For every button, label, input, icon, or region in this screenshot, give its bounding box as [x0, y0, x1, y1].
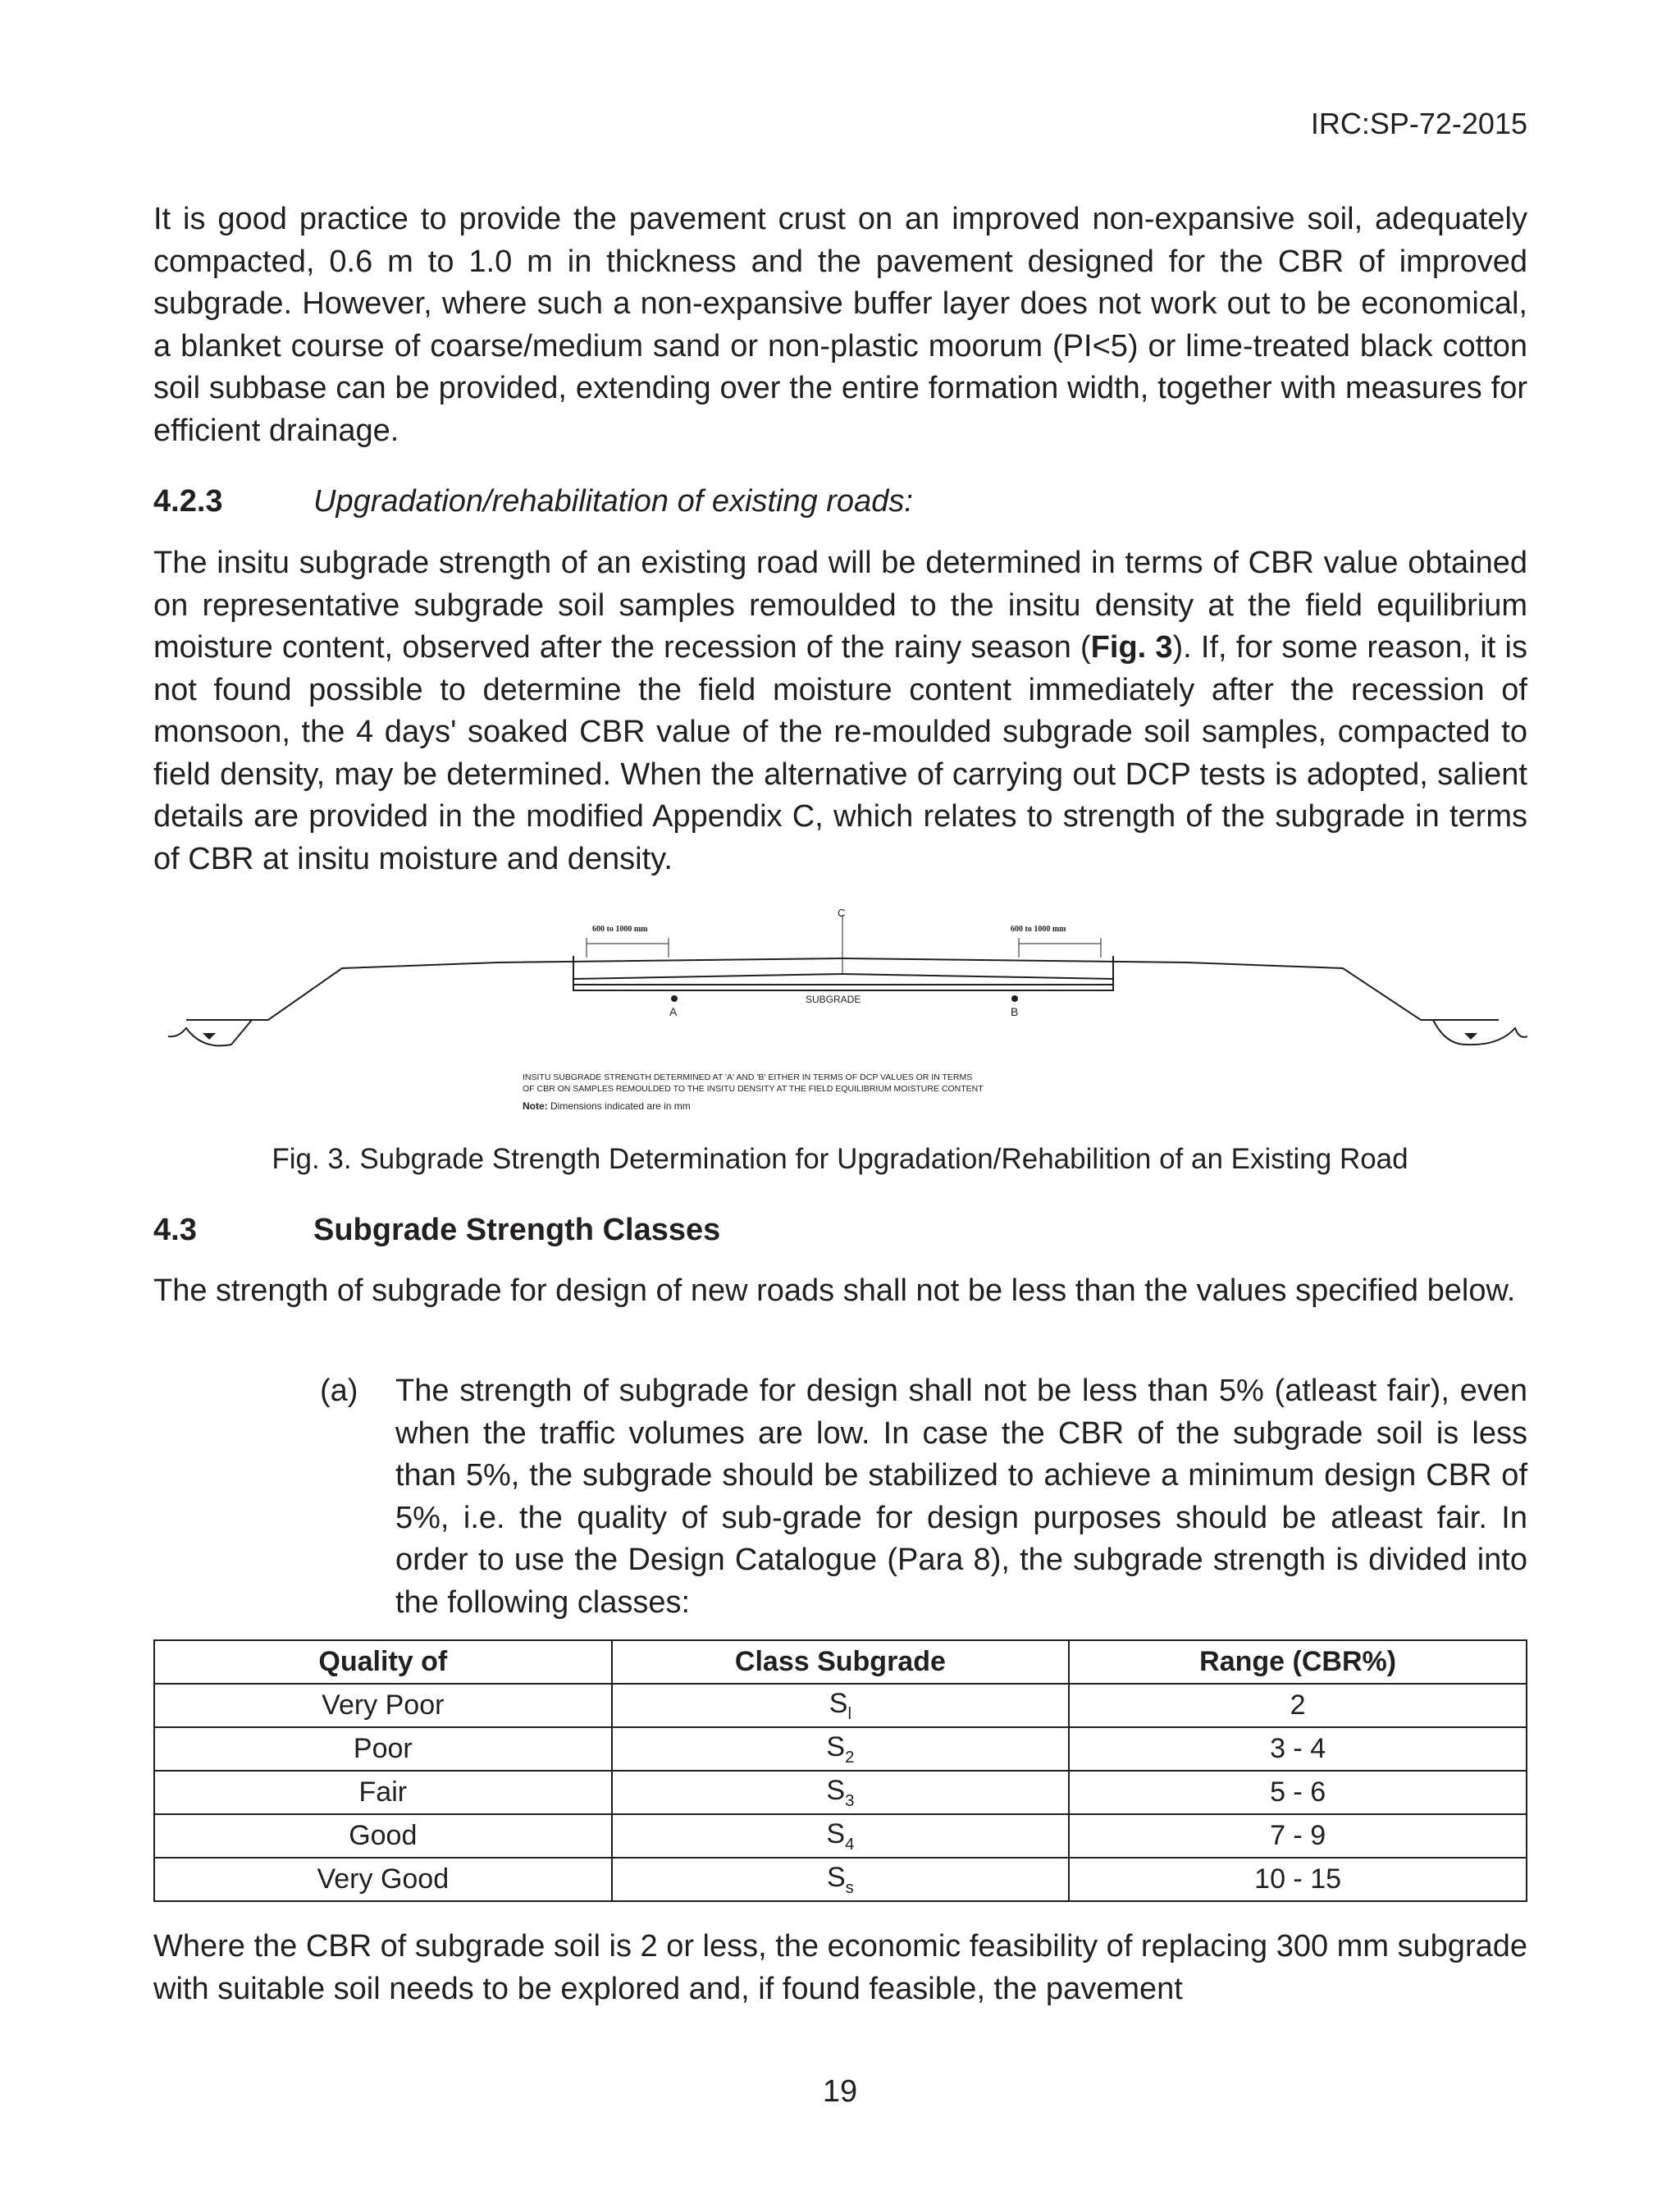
quality-cell: Poor	[154, 1727, 612, 1771]
section-title: Upgradation/rehabilitation of existing roads:	[313, 484, 913, 519]
dimension-label-left: 600 to 1000 mm	[592, 925, 648, 934]
paragraph-text-part: The insitu subgrade strength of an existing road will be determined in terms of CBR value obtained on representative subgrade soil samples remoulded to the insitu density at the field equilibrium moisture content, observed after the recession of the rainy season (	[153, 546, 1527, 665]
section-title: Subgrade Strength Classes	[313, 1213, 721, 1247]
section-number: 4.2.3	[153, 484, 223, 519]
figure-note	[523, 1100, 691, 1112]
range-cell: 5 - 6	[1069, 1771, 1527, 1814]
quality-cell: Very Poor	[154, 1684, 612, 1727]
quality-cell: Fair	[154, 1771, 612, 1814]
class-cell	[612, 1771, 1070, 1814]
list-item-label: (a)	[320, 1374, 358, 1408]
class-symbol: S	[826, 1774, 846, 1806]
label-b: B	[1011, 1005, 1019, 1018]
page-number: 19	[822, 2074, 858, 2109]
class-symbol: S	[826, 1817, 846, 1849]
test-point-b	[1011, 995, 1018, 1002]
range-cell: 7 - 9	[1069, 1814, 1527, 1858]
figure-note-line-2: OF CBR ON SAMPLES REMOULDED TO THE INSITU DENSITY AT THE FIELD EQUILIBRIUM MOISTURE CONTENT	[523, 1084, 984, 1094]
figure-note-line-1: INSITU SUBGRADE STRENGTH DETERMINED AT 'A' AND 'B' EITHER IN TERMS OF DCP VALUES OR IN TERMS	[523, 1072, 973, 1082]
range-cell: 10 - 15	[1069, 1858, 1527, 1901]
class-cell	[612, 1814, 1070, 1858]
quality-cell: Good	[154, 1814, 612, 1858]
figure-reference: Fig. 3	[1090, 630, 1173, 665]
note-text: Dimensions indicated are in mm	[547, 1100, 691, 1112]
left-drain	[168, 1020, 252, 1045]
label-a: A	[669, 1005, 678, 1018]
table-header-row	[154, 1640, 1527, 1684]
class-symbol: S	[829, 1687, 848, 1719]
quality-cell: Very Good	[154, 1858, 612, 1901]
document-code: IRC:SP-72-2015	[1310, 107, 1527, 140]
class-symbol: S	[826, 1731, 846, 1763]
paragraph-replacement: Where the CBR of subgrade soil is 2 or less, the economic feasibility of replacing 300 mm subgrade with suitable soil needs to be explored and, if found feasible, the pavement	[153, 1929, 1527, 2006]
paragraph-text-part: ). If, for some reason, it is not found possible to determine the field moisture content immediately after the recession of monsoon, the 4 days' soaked CBR value of the re-moulded subgrade soil samples, compacted to field density, may be determined. When the alternative of carrying out DCP tests is adopted, salient details are provided in the modified Appendix C, which relates to strength of the subgrade in terms of CBR at insitu moisture and density.	[153, 630, 1527, 876]
table-row	[154, 1814, 1527, 1858]
table-row	[154, 1684, 1527, 1727]
class-cell	[612, 1858, 1070, 1901]
table-row	[154, 1858, 1527, 1901]
class-subscript: 2	[845, 1748, 855, 1767]
right-drain	[1433, 1020, 1527, 1045]
embankment-left-slope	[186, 958, 842, 1020]
water-level-right-icon	[1464, 1033, 1477, 1040]
list-item-a	[320, 1370, 1527, 1624]
dimension-label-right: 600 to 1000 mm	[1011, 925, 1066, 934]
subgrade-classes-table	[153, 1639, 1527, 1902]
subgrade-label: SUBGRADE	[806, 994, 861, 1005]
table-row	[154, 1771, 1527, 1814]
table-row	[154, 1727, 1527, 1771]
class-cell	[612, 1727, 1070, 1771]
paragraph-insitu-strength	[153, 542, 1527, 880]
range-cell: 3 - 4	[1069, 1727, 1527, 1771]
class-subscript: 3	[845, 1791, 855, 1810]
embankment-right-slope	[842, 958, 1499, 1020]
class-symbol: S	[826, 1861, 846, 1893]
paragraph-buffer-layer: It is good practice to provide the pavement crust on an improved non-expansive soil, adequately compacted, 0.6 m to 1.0 m in thickness and the pavement designed for the CBR of improved subgrade. However, where such a non-expansive buffer layer does not work out to be economical, a blanket course of coarse/medium sand or non-plastic moorum (PI<5) or lime-treated black cotton soil subbase can be provided, extending over the entire formation width, together with measures for efficient drainage.	[153, 202, 1527, 448]
class-subscript: s	[845, 1878, 854, 1897]
column-header: Class Subgrade	[612, 1640, 1070, 1684]
list-item-text: The strength of subgrade for design shall not be less than 5% (atleast fair), even when the traffic volumes are low. In case the CBR of the subgrade soil is less than 5%, the subgrade should be stabilized to achieve a minimum design CBR of 5%, i.e. the quality of sub-grade for design purposes should be atleast fair. In order to use the Design Catalogue (Para 8), the subgrade strength is divided into the following classes:	[395, 1374, 1527, 1620]
column-header: Quality of	[154, 1640, 612, 1684]
range-cell: 2	[1069, 1684, 1527, 1727]
figure-caption: Fig. 3. Subgrade Strength Determination for Upgradation/Rehabilition of an Existing Road	[272, 1143, 1408, 1175]
paragraph-strength-requirement: The strength of subgrade for design of new roads shall not be less than the values specified below.	[153, 1273, 1516, 1308]
water-level-left-icon	[203, 1033, 216, 1040]
subgrade-cross-section-figure	[153, 907, 1527, 1136]
class-subscript: l	[847, 1704, 852, 1723]
label-c: C	[838, 907, 846, 919]
section-heading-4-2-3	[153, 484, 913, 519]
section-number: 4.3	[153, 1213, 197, 1247]
class-cell	[612, 1684, 1070, 1727]
test-point-a	[671, 995, 678, 1002]
note-label: Note:	[523, 1100, 548, 1112]
column-header: Range (CBR%)	[1069, 1640, 1527, 1684]
class-subscript: 4	[845, 1835, 855, 1854]
section-heading-4-3	[153, 1213, 720, 1248]
